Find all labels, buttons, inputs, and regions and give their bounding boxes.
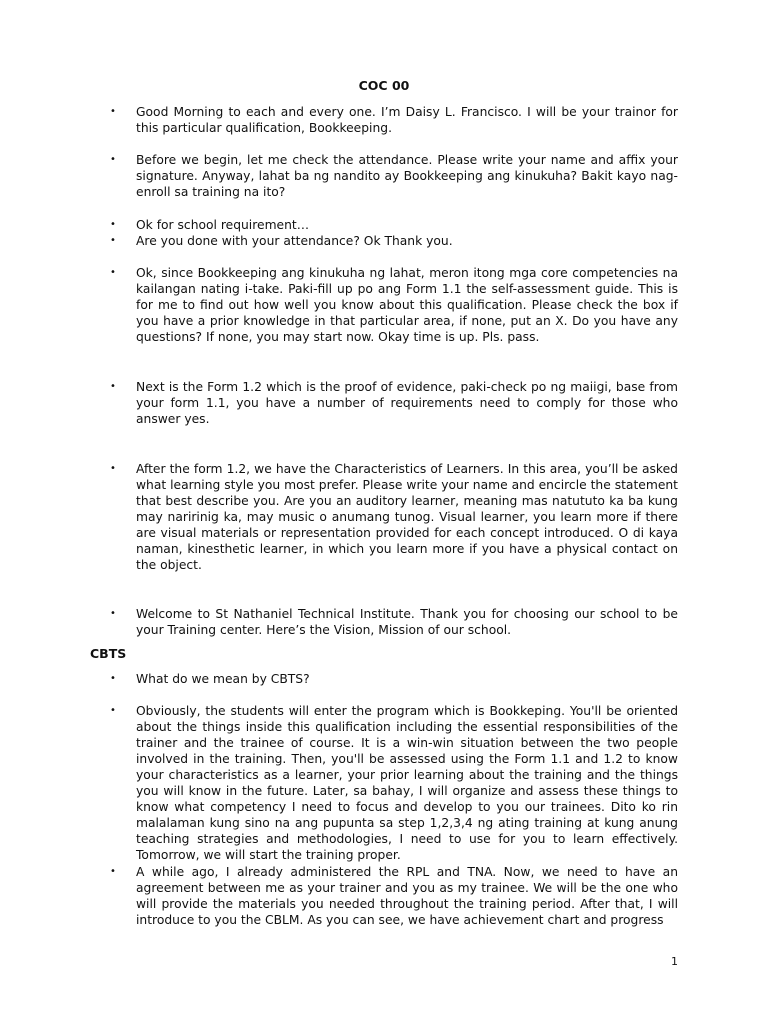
paragraph-cbts-question: What do we mean by CBTS? <box>136 672 310 686</box>
bullet-icon: • <box>110 267 116 278</box>
list-item <box>110 671 678 687</box>
paragraph-rpl-tna: A while ago, I already administered the RPL and TNA. Now, we need to have an agreement between me as your trainer and you as my trainee. We will be the one who will provide the materials you needed throughout the training period. After that, I will introduce to you the CBLM. As you can see, we have achievement chart and progress <box>136 865 678 927</box>
list-item <box>110 379 678 427</box>
bullet-icon: • <box>110 235 116 246</box>
paragraph-attendance: Before we begin, let me check the attendance. Please write your name and affix your signature. Anyway, lahat ba ng nandito ay Bookkeeping ang kinukuha? Bakit kayo nag-enroll sa training na ito? <box>136 153 678 199</box>
list-item <box>110 864 678 928</box>
paragraph-learner-characteristics: After the form 1.2, we have the Characteristics of Learners. In this area, you’ll be asked what learning style you most prefer. Please write your name and encircle the statement that best describe you. Are you an auditory learner, meaning mas natututo ka ba kung may naririnig ka, may music o anumang tunog. Visual learner, you learn more if there are visual materials or representation provided for each concept introduced. O di kaya naman, kinesthetic learner, in which you learn more if you have a physical contact on the object. <box>136 462 678 572</box>
bullet-icon: • <box>110 219 116 230</box>
bullet-icon: • <box>110 106 116 117</box>
paragraph-attendance-done: Are you done with your attendance? Ok Thank you. <box>136 234 453 248</box>
list-item <box>110 461 678 573</box>
paragraph-form-1-1: Ok, since Bookkeeping ang kinukuha ng lahat, meron itong mga core competencies na kailangan nating i-take. Paki-fill up po ang Form 1.1 the self-assessment guide. This is for me to find out how well you know about this qualification. Please check the box if you have a prior knowledge in that particular area, if none, put an X. Do you have any questions? If none, you may start now. Okay time is up. Pls. pass. <box>136 266 678 344</box>
document-title: COC 00 <box>358 78 410 93</box>
section-heading-cbts: CBTS <box>90 646 127 661</box>
bullet-icon: • <box>110 154 116 165</box>
list-item <box>110 217 678 233</box>
list-item <box>110 152 678 200</box>
list-item <box>110 233 678 249</box>
bullet-icon: • <box>110 866 116 877</box>
list-item <box>110 703 678 863</box>
page-number: 1 <box>671 955 678 968</box>
list-item <box>110 104 678 136</box>
paragraph-cbts-overview: Obviously, the students will enter the program which is Bookkeping. You'll be oriented about the things inside this qualification including the essential responsibilities of the trainer and the trainee of course. It is a win-win situation between the two people involved in the training. Then, you'll be assessed using the Form 1.1 and 1.2 to know your characteristics as a learner, your prior learning about the training and the things you will know in the future. Later, sa bahay, I will organize and assess these things to know what competency I need to focus and develop to you our trainees. Dito ko rin malalaman kung sino na ang pupunta sa step 1,2,3,4 ng ating training at kung anung teaching strategies and methodologies, I need to use for you to learn effectively. Tomorrow, we will start the training proper. <box>136 704 678 862</box>
bullet-icon: • <box>110 381 116 392</box>
paragraph-greeting: Good Morning to each and every one. I’m Daisy L. Francisco. I will be your trainor for this particular qualification, Bookkeeping. <box>136 105 678 135</box>
paragraph-welcome: Welcome to St Nathaniel Technical Institute. Thank you for choosing our school to be your Training center. Here’s the Vision, Mission of our school. <box>136 607 678 637</box>
paragraph-school-requirement: Ok for school requirement… <box>136 218 310 232</box>
bullet-icon: • <box>110 608 116 619</box>
list-item <box>110 265 678 345</box>
paragraph-form-1-2: Next is the Form 1.2 which is the proof of evidence, paki-check po ng maiigi, base from your form 1.1, you have a number of requirements need to comply for those who answer yes. <box>136 380 678 426</box>
bullet-icon: • <box>110 705 116 716</box>
bullet-icon: • <box>110 463 116 474</box>
list-item <box>110 606 678 638</box>
bullet-icon: • <box>110 673 116 684</box>
